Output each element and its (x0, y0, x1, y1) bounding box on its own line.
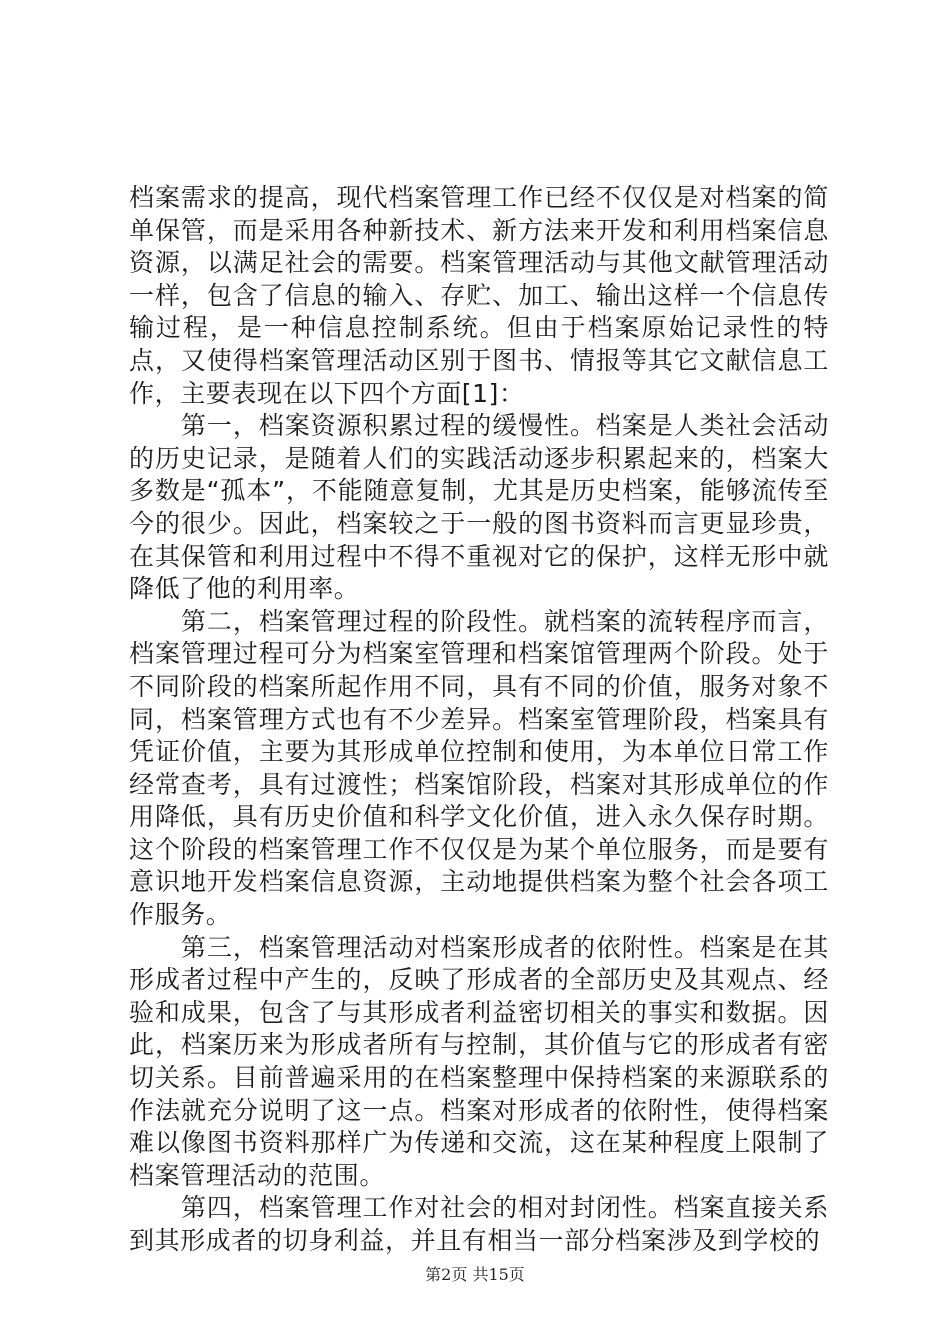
paragraph-first-point: 第一，档案资源积累过程的缓慢性。档案是人类社会活动的历史记录，是随着人们的实践活动逐步积累起来的，档案大多数是“孤本”，不能随意复制，尤其是历史档案，能够流传至今的很少。因此，档案较之于一般的图书资料而言更显珍贵，在其保管和利用过程中不得不重视对它的保护，这样无形中就降低了他的利用率。 (129, 411, 829, 604)
body-text (129, 182, 829, 1258)
paragraph-second-point: 第二，档案管理过程的阶段性。就档案的流转程序而言，档案管理过程可分为档案室管理和档案馆管理两个阶段。处于不同阶段的档案所起作用不同，具有不同的价值，服务对象不同，档案管理方式也有不少差异。档案室管理阶段，档案具有凭证价值，主要为其形成单位控制和使用，为本单位日常工作经常查考，具有过渡性；档案馆阶段，档案对其形成单位的作用降低，具有历史价值和科学文化价值，进入永久保存时期。这个阶段的档案管理工作不仅仅是为某个单位服务，而是要有意识地开发档案信息资源，主动地提供档案为整个社会各项工作服务。 (129, 606, 829, 930)
paragraph-third-point: 第三，档案管理活动对档案形成者的依附性。档案是在其形成者过程中产生的，反映了形成者的全部历史及其观点、经验和成果，包含了与其形成者利益密切相关的事实和数据。因此，档案历来为形成者所有与控制，其价值与它的形成者有密切关系。目前普遍采用的在档案整理中保持档案的来源联系的作法就充分说明了这一点。档案对形成者的依附性，使得档案难以像图书资料那样广为传递和交流，这在某种程度上限制了档案管理活动的范围。 (129, 932, 829, 1190)
page-number-footer: 第2页 共15页 (425, 1265, 525, 1284)
paragraph-fourth-point: 第四，档案管理工作对社会的相对封闭性。档案直接关系到其形成者的切身利益，并且有相当一部分档案涉及到学校的 (129, 1193, 829, 1255)
paragraph-intro: 档案需求的提高，现代档案管理工作已经不仅仅是对档案的简单保管，而是采用各种新技术、新方法来开发和利用档案信息资源，以满足社会的需要。档案管理活动与其他文献管理活动一样，包含了信息的输入、存贮、加工、输出这样一个信息传输过程，是一种信息控制系统。但由于档案原始记录性的特点，又使得档案管理活动区别于图书、情报等其它文献信息工作，主要表现在以下四个方面[1]： (129, 183, 829, 408)
